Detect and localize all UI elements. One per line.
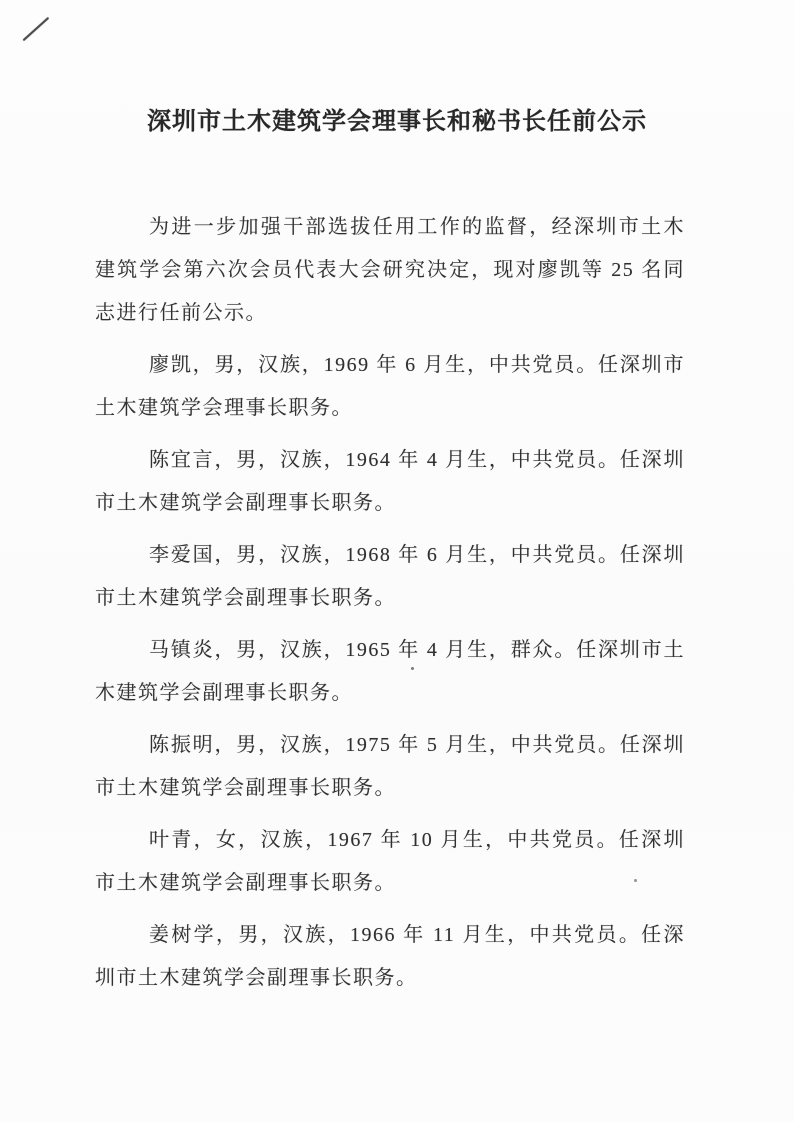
pen-stroke-artifact (23, 17, 50, 42)
ink-speck (411, 667, 414, 670)
paragraph-chen-yiyan: 陈宜言，男，汉族，1964 年 4 月生，中共党员。任深圳市土木建筑学会副理事长职务。 (95, 449, 685, 514)
paragraph-jiang-shuxue: 姜树学，男，汉族，1966 年 11 月生，中共党员。任深圳市土木建筑学会副理事长职务。 (95, 924, 685, 989)
paragraph-li-aiguo: 李爱国，男，汉族，1968 年 6 月生，中共党员。任深圳市土木建筑学会副理事长职务。 (95, 544, 685, 609)
paragraph-chen-zhenming: 陈振明，男，汉族，1975 年 5 月生，中共党员。任深圳市土木建筑学会副理事长职务。 (95, 734, 685, 799)
document-body (95, 206, 685, 1009)
paragraph-intro: 为进一步加强干部选拔任用工作的监督，经深圳市土木建筑学会第六次会员代表大会研究决定，现对廖凯等 25 名同志进行任前公示。 (95, 216, 685, 324)
paragraph-ye-qing: 叶青，女，汉族，1967 年 10 月生，中共党员。任深圳市土木建筑学会副理事长职务。 (95, 829, 685, 894)
paragraph-ma-zhenyan: 马镇炎，男，汉族，1965 年 4 月生，群众。任深圳市土木建筑学会副理事长职务。 (95, 639, 685, 704)
paragraph-liao-kai: 廖凯，男，汉族，1969 年 6 月生，中共党员。任深圳市土木建筑学会理事长职务。 (95, 354, 685, 419)
document-title: 深圳市土木建筑学会理事长和秘书长任前公示 (147, 109, 647, 135)
ink-speck (634, 879, 637, 882)
